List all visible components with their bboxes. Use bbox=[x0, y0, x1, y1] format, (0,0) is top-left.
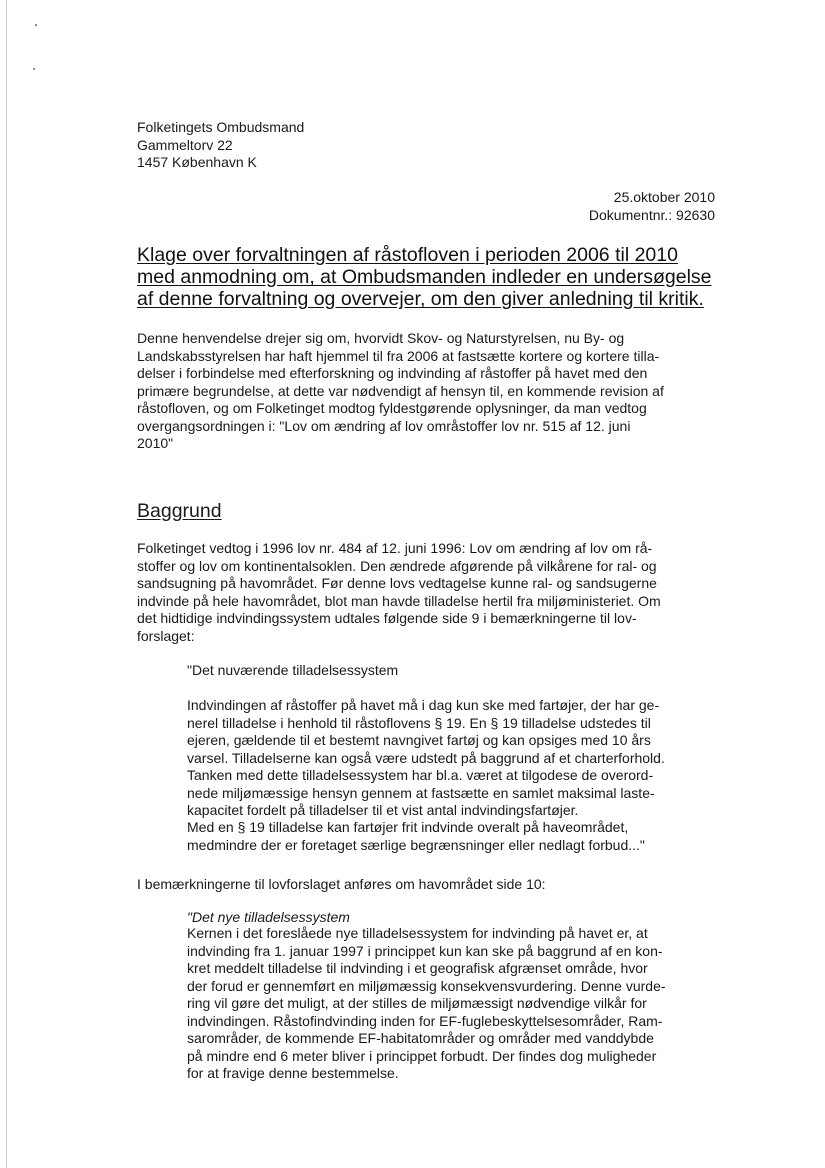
text-line: Tanken med dette tilladelsessystem har bl.a. været at tilgodese de overord- bbox=[187, 767, 654, 783]
section-heading: Baggrund bbox=[137, 500, 222, 522]
recipient-address bbox=[137, 119, 304, 172]
text-line: indvinding fra 1. januar 1997 i princippet kun kan ske på baggrund af en kon- bbox=[187, 942, 663, 959]
text-line: kret meddelt tilladelse til indvinding i et geografisk afgrænset område, hvor bbox=[187, 960, 648, 976]
text-line: Indvindingen af råstoffer på havet må i dag kun ske med fartøjer, der har ge- bbox=[187, 697, 660, 713]
text-line: råstofloven, og om Folketinget modtog fyldestgørende oplysninger, da man vedtog bbox=[137, 400, 647, 416]
address-line: Gammeltorv 22 bbox=[137, 136, 233, 153]
quote-paragraph bbox=[187, 697, 665, 820]
text-line: det hidtidige indvindingssystem udtales følgende side 9 i bemærkningerne til lov- bbox=[137, 610, 637, 626]
text-line: Med en § 19 tilladelse kan fartøjer frit indvinde overalt på haveområdet, bbox=[187, 819, 629, 835]
text-line: Kernen i det foreslåede nye tilladelsessystem for indvinding på havet er, at bbox=[187, 925, 648, 941]
text-line: sandsugning på havområdet. Før denne lovs vedtagelse kunne ral- og sandsugerne bbox=[137, 575, 657, 591]
title-line: med anmodning om, at Ombudsmanden indleder en undersøgelse bbox=[137, 266, 712, 288]
text-line: medmindre der er foretaget særlige begrænsninger eller nedlagt forbud..." bbox=[187, 836, 645, 853]
text-line: varsel. Tilladelserne kan også være udstedt på baggrund af et charterforhold. bbox=[187, 749, 665, 766]
document-date: 25.oktober 2010 bbox=[613, 189, 715, 205]
text-line: overgangsordningen i: "Lov om ændring af lov områstoffer lov nr. 515 af 12. juni bbox=[137, 417, 631, 434]
text-line: for at fravige denne bestemmelse. bbox=[187, 1065, 399, 1081]
scan-edge-line bbox=[6, 0, 7, 1168]
document-title bbox=[137, 244, 717, 310]
text-line: delser i forbindelse med efterforskning og indvinding af råstoffer på havet med den bbox=[137, 365, 648, 381]
text-line: Folketinget vedtog i 1996 lov nr. 484 af 12. juni 1996: Lov om ændring af lov om rå- bbox=[137, 540, 653, 556]
text-line: 2010" bbox=[137, 435, 174, 451]
text-line: Landskabsstyrelsen har haft hjemmel til fra 2006 at fastsætte kortere og kortere tilla- bbox=[137, 347, 660, 364]
address-line: Folketingets Ombudsmand bbox=[137, 119, 305, 135]
document-meta bbox=[589, 189, 715, 224]
text-line: ejeren, gældende til et bestemt navngivet fartøj og kan opsiges med 10 års bbox=[187, 732, 651, 748]
quote-paragraph-end bbox=[187, 819, 645, 854]
text-line: nerel tilladelse i henhold til råstoflovens § 19. En § 19 tilladelse udstedes til bbox=[187, 714, 651, 731]
background-paragraph bbox=[137, 540, 661, 645]
lead-paragraph: I bemærkningerne til lovforslaget anføres om havområdet side 10: bbox=[137, 876, 546, 892]
scan-speck bbox=[35, 24, 37, 26]
text-line: forslaget: bbox=[137, 627, 195, 644]
address-line: 1457 København K bbox=[137, 154, 257, 170]
text-line: nede miljømæssige hensyn gennem at fastsætte en samlet maksimal laste- bbox=[187, 784, 655, 801]
text-line: primære begrundelse, at dette var nødvendigt af hensyn til, en kommende revision af bbox=[137, 382, 664, 399]
text-line: Denne henvendelse drejer sig om, hvorvidt Skov- og Naturstyrelsen, nu By- og bbox=[137, 330, 625, 346]
text-line: ring vil gøre det muligt, at der stilles de miljømæssigt nødvendige vilkår for bbox=[187, 995, 647, 1011]
text-line: indvinde på hele havområdet, blot man havde tilladelse hertil fra miljøministeriet. Om bbox=[137, 592, 661, 609]
title-line: af denne forvaltning og overvejer, om den giver anledning til kritik. bbox=[137, 288, 704, 310]
quote-title: "Det nuværende tilladelsessystem bbox=[187, 662, 399, 678]
quote-title: "Det nye tilladelsessystem bbox=[187, 909, 350, 925]
intro-paragraph bbox=[137, 330, 664, 453]
text-line: stoffer og lov om kontinentalsoklen. Den ændrede afgørende på vilkårene for ral- og bbox=[137, 557, 657, 574]
text-line: der forud er gennemført en miljømæssig konsekvensvurdering. Denne vurde- bbox=[187, 977, 666, 994]
title-line: Klage over forvaltningen af råstofloven i perioden 2006 til 2010 bbox=[137, 244, 678, 266]
text-line: på mindre end 6 meter bliver i princippet forbudt. Der findes dog muligheder bbox=[187, 1047, 657, 1064]
quote-paragraph bbox=[187, 925, 666, 1083]
document-number: Dokumentnr.: 92630 bbox=[588, 206, 715, 223]
text-line: sarområder, de kommende EF-habitatområder og områder med vanddybde bbox=[187, 1030, 654, 1046]
text-line: kapacitet fordelt på tilladelser til et vist antal indvindingsfartøjer. bbox=[187, 802, 579, 818]
scan-speck bbox=[33, 68, 35, 70]
text-line: indvindingen. Råstofindvinding inden for EF-fuglebeskyttelsesområder, Ram- bbox=[187, 1012, 663, 1029]
